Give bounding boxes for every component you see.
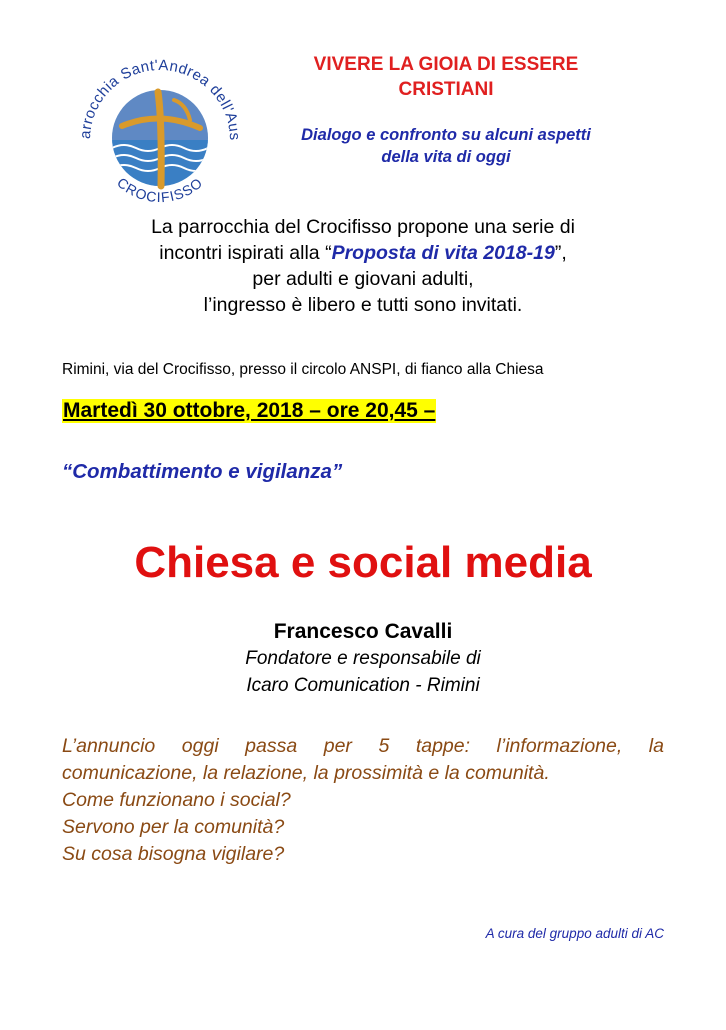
description-line2: comunicazione, la relazione, la prossimità e la comunità. [62,762,550,784]
question-3: Su cosa bisogna vigilare? [62,843,285,865]
event-series-title-line1: VIVERE LA GIOIA DI ESSERE [313,54,579,75]
event-series-subtitle-line2: della vita di oggi [381,148,511,166]
intro-line4: l’ingresso è libero e tutti sono invitati. [203,294,523,316]
question-2: Servono per la comunità? [62,816,285,838]
parish-logo [62,40,252,230]
event-series-subtitle-line1: Dialogo e confronto su alcuni aspetti [301,126,591,144]
intro-line1: La parrocchia del Crocifisso propone una serie di [151,216,575,238]
description-line1: L’annuncio oggi passa per 5 tappe: l’informazione, la [62,735,664,757]
intro-paragraph [40,214,686,318]
speaker-role-line2: Icaro Comunication - Rimini [246,675,480,696]
event-series-title-line2: CRISTIANI [398,79,494,100]
question-1: Come funzionano i social? [62,789,291,811]
organizer-credit: A cura del gruppo adulti di AC [485,926,664,941]
intro-proposal-title: Proposta di vita 2018-19 [331,242,555,264]
intro-line2 [40,240,686,266]
speaker-name: Francesco Cavalli [273,620,453,643]
intro-line2-pre: incontri ispirati alla “ [159,242,332,264]
event-series-subtitle [250,124,642,168]
event-description [62,733,664,868]
event-topic: “Combattimento e vigilanza” [62,460,343,483]
intro-line3: per adulti e giovani adulti, [252,268,474,290]
parish-logo-graphic [62,40,252,230]
logo-ring-text-bottom: CROCIFISSO [114,174,206,206]
event-date-time: Martedì 30 ottobre, 2018 – ore 20,45 – [63,399,436,422]
speaker-role-line1: Fondatore e responsabile di [245,648,481,669]
logo-ring-text-top: arrocchia Sant'Andrea dell'Aus [76,56,244,141]
event-series-title [250,52,642,102]
intro-line2-post: ”, [554,242,567,264]
main-title: Chiesa e social media [134,538,592,587]
event-location: Rimini, via del Crocifisso, presso il circolo ANSPI, di fianco alla Chiesa [62,361,544,378]
